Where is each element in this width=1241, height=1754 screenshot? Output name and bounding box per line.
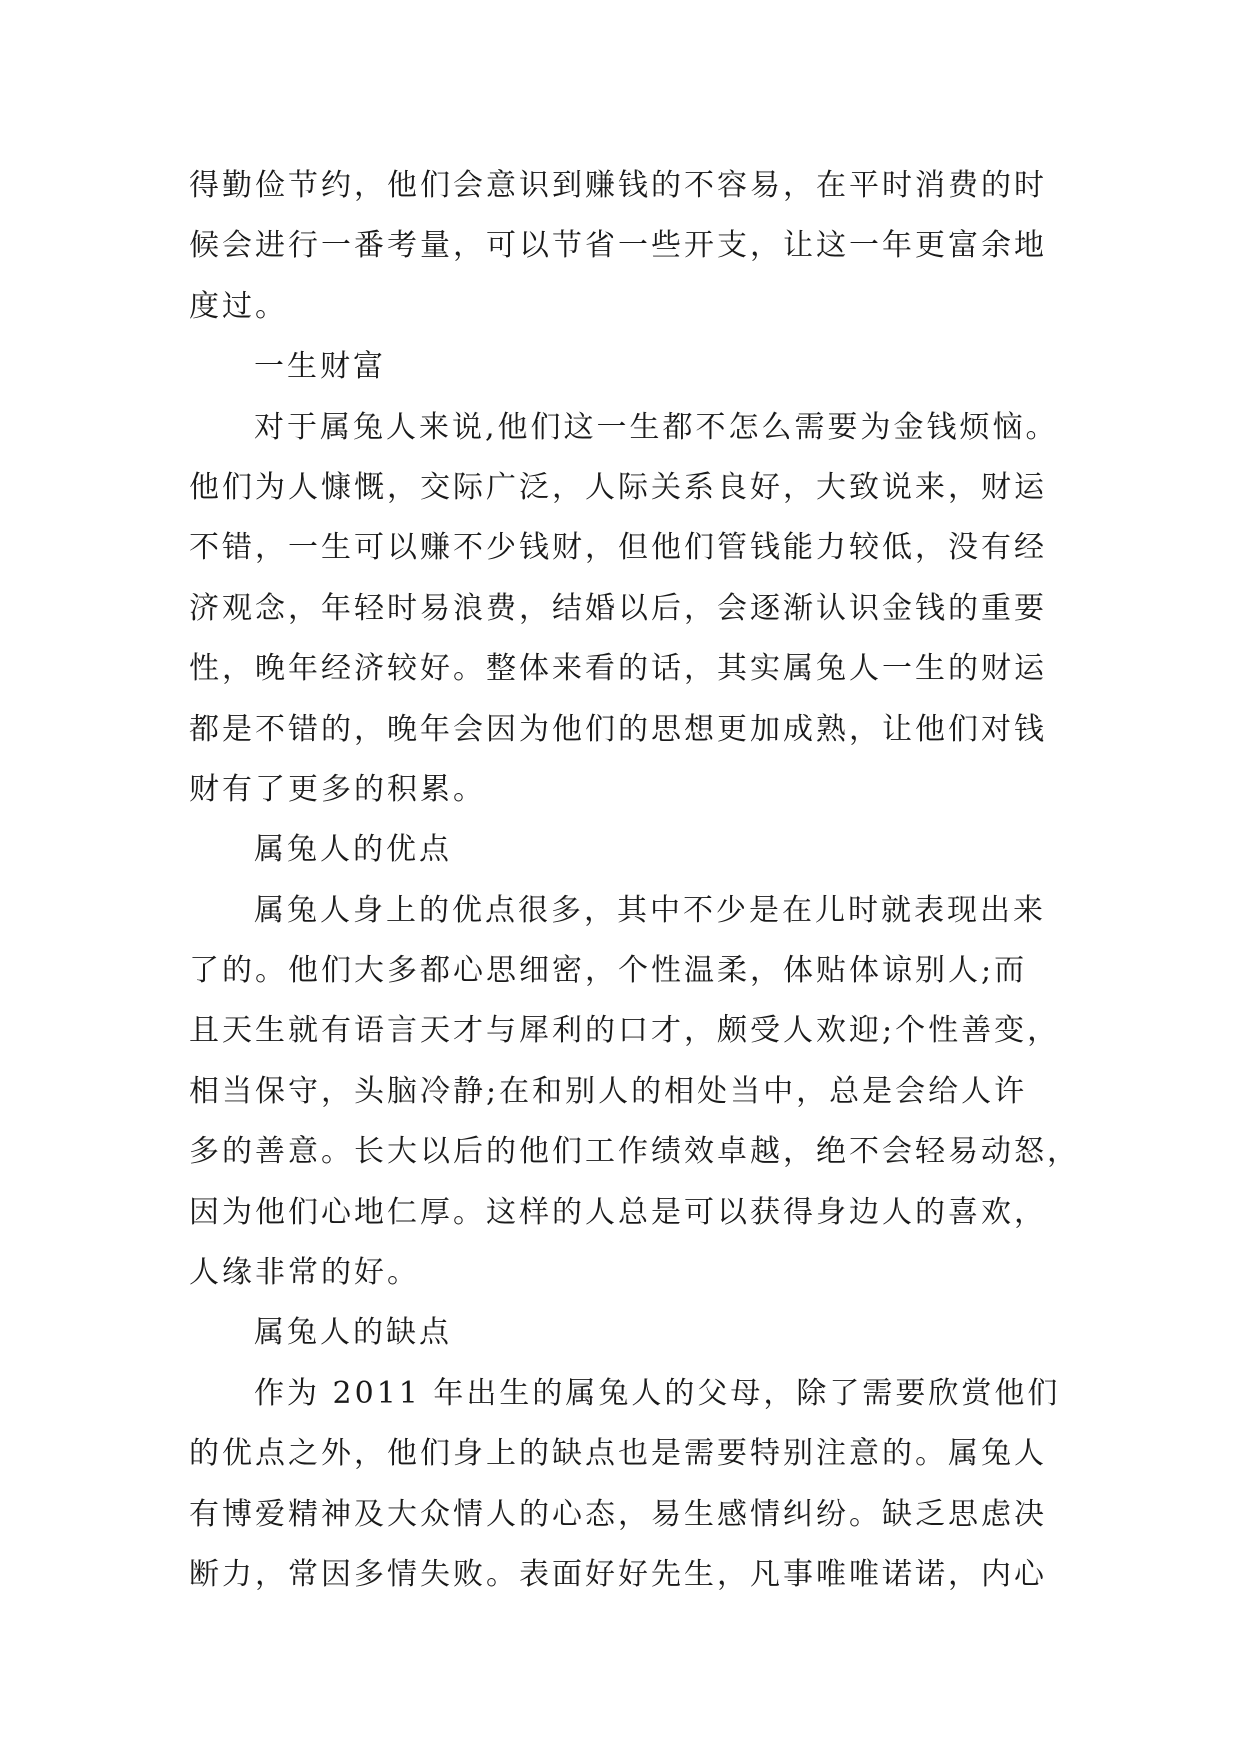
text-line: 人缘非常的好。 (189, 1255, 420, 1291)
section-heading: 一生财富 (254, 349, 386, 385)
text-line: 候会进行一番考量，可以节省一些开支，让这一年更富余地 (189, 228, 1047, 264)
paragraph-start: 作为 2011 年出生的属兔人的父母，除了需要欣赏他们 (254, 1375, 1061, 1411)
text-line: 他们为人慷慨，交际广泛，人际关系良好，大致说来，财运 (189, 469, 1047, 505)
text-line: 了的。他们大多都心思细密，个性温柔，体贴体谅别人;而 (189, 953, 1028, 989)
text-line: 因为他们心地仁厚。这样的人总是可以获得身边人的喜欢， (189, 1194, 1047, 1230)
text-line: 济观念，年轻时易浪费，结婚以后，会逐渐认识金钱的重要 (189, 590, 1047, 626)
text-line: 相当保守，头脑冷静;在和别人的相处当中，总是会给人许 (189, 1073, 1028, 1109)
section-heading: 属兔人的优点 (254, 832, 452, 868)
text-line: 的优点之外，他们身上的缺点也是需要特别注意的。属兔人 (189, 1436, 1047, 1472)
text-line: 性，晚年经济较好。整体来看的话，其实属兔人一生的财运 (189, 651, 1047, 687)
paragraph-start: 属兔人身上的优点很多，其中不少是在儿时就表现出来 (254, 892, 1046, 928)
text-line: 财有了更多的积累。 (189, 771, 486, 807)
text-line: 得勤俭节约，他们会意识到赚钱的不容易，在平时消费的时 (189, 168, 1047, 203)
text-line: 有博爱精神及大众情人的心态，易生感情纠纷。缺乏思虑决 (189, 1496, 1047, 1532)
section-heading: 属兔人的缺点 (254, 1315, 452, 1351)
document-body (189, 156, 1080, 1605)
text-line: 不错，一生可以赚不少钱财，但他们管钱能力较低，没有经 (189, 530, 1047, 566)
text-line: 都是不错的，晚年会因为他们的思想更加成熟，让他们对钱 (189, 711, 1047, 747)
text-line: 且天生就有语言天才与犀利的口才，颇受人欢迎;个性善变， (189, 1013, 1061, 1049)
paragraph-start: 对于属兔人来说,他们这一生都不怎么需要为金钱烦恼。 (254, 409, 1059, 445)
text-line: 断力，常因多情失败。表面好好先生，凡事唯唯诺诺，内心 (189, 1556, 1047, 1592)
text-line: 多的善意。长大以后的他们工作绩效卓越，绝不会轻易动怒， (189, 1134, 1080, 1170)
text-line: 度过。 (189, 288, 288, 324)
